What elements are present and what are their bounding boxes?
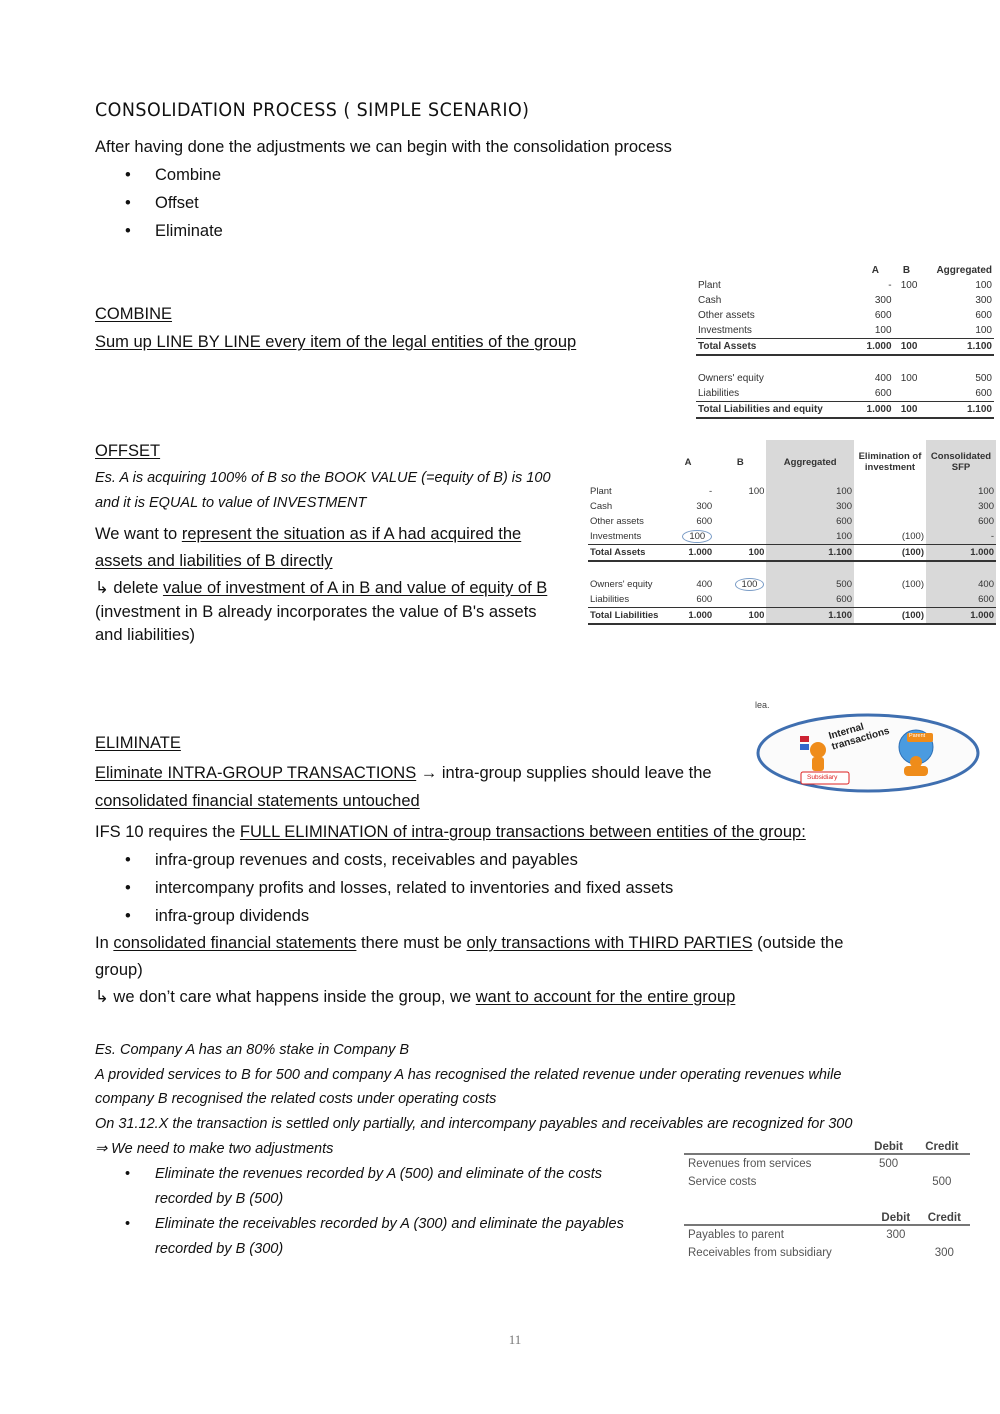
- highlight-circle: 100: [682, 530, 712, 543]
- table-row: Owners' equity 400 100 500: [698, 373, 992, 384]
- column-header: A: [684, 456, 692, 468]
- ifs-text: IFS 10 requires the FULL ELIMINATION of intra-group transactions between entities of the group:: [95, 823, 806, 841]
- column-header: Aggregated: [936, 265, 992, 276]
- table-row: Liabilities 600 600: [698, 388, 992, 399]
- table-row: Investments 100 100 (100) -: [588, 529, 996, 545]
- parent-label: Parent: [909, 733, 926, 739]
- offset-text: We want to represent the situation as if A had acquired the: [95, 525, 522, 543]
- column-header: B: [736, 456, 744, 468]
- column-header: Credit: [919, 1212, 970, 1225]
- table-row: Total Assets 1.000 100 1.100 (100) 1.000: [588, 545, 996, 562]
- table-row: Revenues from services 500: [688, 1158, 899, 1170]
- elimination-list: [95, 846, 673, 930]
- column-header: Credit: [914, 1141, 970, 1154]
- table-row: Other assets 600 600: [698, 310, 992, 321]
- combine-text: Sum up LINE BY LINE every item of the legal entities of the group: [95, 333, 577, 351]
- column-header: Debit: [873, 1212, 919, 1225]
- example-bullets: [95, 1162, 655, 1262]
- table-row: Total Liabilities 1.000 100 1.100 (100) 1.000: [588, 608, 996, 625]
- subsidiary-label: Subsidiary: [807, 774, 838, 781]
- eliminate-heading: ELIMINATE: [95, 734, 181, 752]
- table-row: Cash 300 300: [698, 295, 992, 306]
- offset-text: assets and liabilities of B directly: [95, 552, 333, 570]
- eliminate-text: consolidated financial statements untouched: [95, 792, 420, 810]
- list-item: • Eliminate: [95, 217, 223, 245]
- highlight-circle: 100: [735, 578, 765, 591]
- example-line: Es. Company A has an 80% stake in Company B: [95, 1042, 410, 1058]
- page-number: 11: [508, 1332, 522, 1347]
- offset-table: [588, 440, 996, 625]
- internal-transactions-illustration: [755, 700, 985, 800]
- journal-entry-receivables: [684, 1212, 970, 1262]
- table-row: Total Liabilities and equity 1.000 100 1.100: [696, 402, 994, 419]
- offset-example-line: Es. A is acquiring 100% of B so the BOOK VALUE (=equity of B) is 100: [95, 470, 551, 486]
- combine-table: [696, 263, 994, 419]
- list-item: • Eliminate the receivables recorded by A (300) and eliminate the payables recorded by B (300): [95, 1212, 655, 1262]
- table-row: Cash 300 300 300: [590, 501, 994, 512]
- column-header: A: [871, 265, 880, 276]
- table-row: Owners' equity 400 100 500 (100) 400: [590, 579, 994, 590]
- offset-heading: OFFSET: [95, 442, 161, 460]
- table-row: Investments 100 100: [698, 325, 992, 336]
- cfs-text: In consolidated financial statements there must be only transactions with THIRD PARTIES (outside the: [95, 934, 844, 952]
- list-item: • Offset: [95, 189, 223, 217]
- table-row: Payables to parent 300: [688, 1229, 906, 1241]
- list-item: • Combine: [95, 161, 223, 189]
- offset-example-line: and it is EQUAL to value of INVESTMENT: [95, 495, 367, 511]
- internal-transactions-label: Internal transactions: [827, 721, 891, 753]
- table-row: Receivables from subsidiary 300: [688, 1247, 954, 1259]
- column-header: Consolidated SFP: [926, 440, 996, 484]
- care-text: ↳ we don’t care what happens inside the group, we want to account for the entire group: [95, 988, 736, 1006]
- table-row: Plant - 100 100: [698, 280, 992, 291]
- table-row: Plant - 100 100 100: [590, 486, 994, 497]
- combine-heading: COMBINE: [95, 305, 173, 323]
- column-header: Elimination of investment: [858, 451, 922, 473]
- offset-text: and liabilities): [95, 626, 195, 644]
- example-line: On 31.12.X the transaction is settled only partially, and intercompany payables and receivables are recognized for 300: [95, 1116, 853, 1132]
- table-row: Total Assets 1.000 100 1.100: [696, 339, 994, 356]
- column-header: Debit: [863, 1141, 913, 1154]
- cfs-text: group): [95, 961, 143, 979]
- table-row: Service costs 500: [688, 1176, 952, 1188]
- list-item: • intercompany profits and losses, related to inventories and fixed assets: [95, 874, 673, 902]
- example-line: A provided services to B for 500 and company A has recognised the related revenue under operating revenues while: [95, 1067, 842, 1083]
- example-line: ⇒ We need to make two adjustments: [95, 1141, 334, 1157]
- oval-diagram: [755, 700, 985, 800]
- list-item: • Eliminate the revenues recorded by A (500) and eliminate of the costs recorded by B (500): [95, 1162, 655, 1212]
- offset-text: ↳ delete value of investment of A in B and value of equity of B: [95, 579, 548, 597]
- example-line: company B recognised the related costs under operating costs: [95, 1091, 497, 1107]
- corner-text: lea.: [755, 700, 770, 710]
- list-item: • infra-group dividends: [95, 902, 673, 930]
- column-header: Aggregated: [766, 440, 854, 484]
- eliminate-text: Eliminate INTRA-GROUP TRANSACTIONS → intra-group supplies should leave the: [95, 764, 712, 782]
- table-row: Liabilities 600 600 600: [588, 592, 996, 608]
- steps-list: [95, 161, 223, 245]
- intro-text: After having done the adjustments we can begin with the consolidation process: [95, 138, 672, 156]
- table-row: Other assets 600 600 600: [590, 516, 994, 527]
- offset-text: (investment in B already incorporates the value of B's assets: [95, 603, 537, 621]
- page-title: CONSOLIDATION PROCESS ( SIMPLE SCENARIO): [95, 99, 530, 121]
- column-header: B: [902, 265, 911, 276]
- journal-entry-revenues: [684, 1141, 970, 1191]
- list-item: • infra-group revenues and costs, receivables and payables: [95, 846, 673, 874]
